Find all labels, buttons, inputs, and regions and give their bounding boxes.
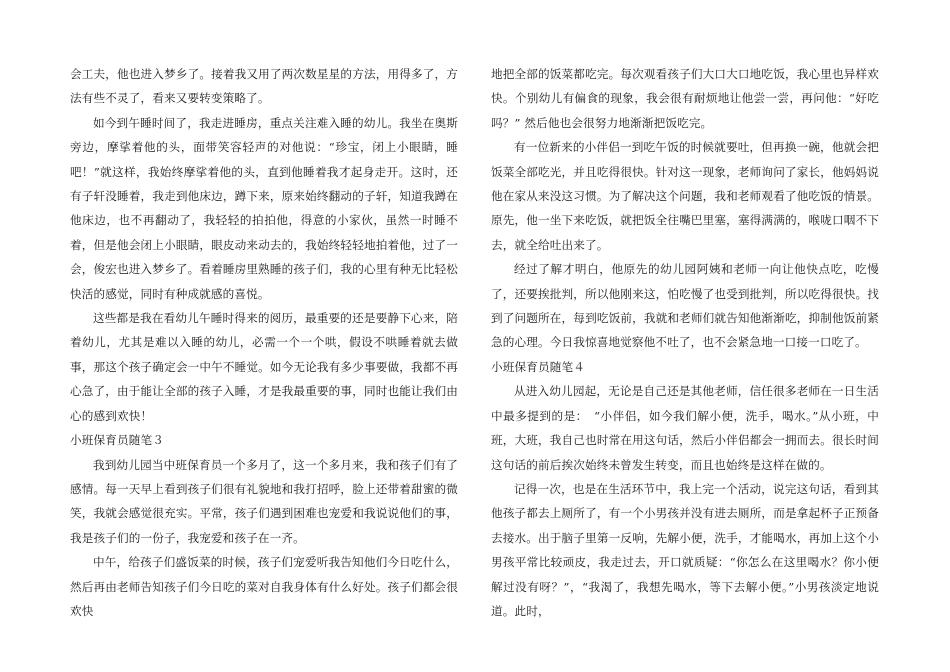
section-heading: 小班保育员随笔４: [491, 359, 585, 374]
paragraph: 经过了解才明白，他原先的幼儿园阿姨和老师一向让他快点吃，吃慢了，还要挨批判，所以他刚来这，怕吃慢了也受到批判，所以吃得很快。找到了问题所在，每到吃饭前，我就和老师们就告知他渐渐吃，抑制他饭前紧急的心理。今日我惊喜地觉察他不吐了，也不会紧急地一口接一口吃了。: [491, 262, 879, 350]
paragraph: 中午，给孩子们盛饭菜的时候，孩子们宠爱听我告知他们今日吃什么，然后再由老师告知孩子们今日吃的菜对自我身体有什么好处。孩子们都会很欢快: [70, 555, 458, 618]
paragraph: 记得一次，也是在生活环节中，我上完一个活动，说完这句话，看到其他孩子都去上厕所了，有一个小男孩并没有进去厕所，而是拿起杯子正预备去接水。出于脑子里第一反响，先解小便，洗手，才能喝水，再加上这个小男孩平常比较顽皮，我走过去，开口就质疑：“你怎么在这里喝水？你小便解过没有呀？”，“我渴了，我想先喝水，等下去解小便。”小男孩淡定地说道。此时，: [491, 481, 879, 618]
paragraph: 有一位新来的小伴侣一到吃午饭的时候就要吐，但再换一碗，他就会把饭菜全部吃光，并且吃得很快。针对这一现象，老师询问了家长，他妈妈说他在家从来没这习惯。为了解决这个问题，我和老师观看了他吃饭的情景。原先，他一坐下来吃饭，就把饭全往嘴巴里塞，塞得满满的，喉咙口咽不下去，就全给吐出来了。: [491, 140, 879, 252]
paragraph: 这些都是我在看幼儿午睡时得来的阅历，最重要的还是要静下心来，陪着幼儿，尤其是难以入睡的幼儿，必需一个一个哄，假设不哄睡着就去做事，那这个孩子确定会一中午不睡觉。如今无论我有多少事要做，我都不再心急了，由于能让全部的孩子入睡，才是我最重要的事，同时也能让我们由心的感到欢快！: [70, 311, 458, 423]
paragraph: 如今到午睡时间了，我走进睡房，重点关注难入睡的幼儿。我坐在奥斯旁边，摩挲着他的头，面带笑容轻声的对他说：“珍宝，闭上小眼睛，睡吧！”就这样，我始终摩挲着他的头，直到他睡着我才起身走开。这时，还有子轩没睡着，我走到他床边，蹲下来，原来始终翻动的子轩，知道我蹲在他床边，也不再翻动了，我轻轻的拍拍他，得意的小家伙，虽然一时睡不着，但是他会闭上小眼睛，眼皮动来动去的，我始终轻轻地拍着他，过了一会，俊宏也进入梦乡了。看着睡房里熟睡的孩子们，我的心里有种无比轻松快活的感觉，同时有种成就感的喜悦。: [70, 115, 458, 301]
paragraph: 从进入幼儿园起，无论是自己还是其他老师，信任很多老师在一日生活中最多提到的是： “小伴侣，如今我们解小便，洗手，喝水。”从小班，中班，大班，我自己也时常在用这句话，然后小伴侣都会一拥而去。很长时间这句话的前后挨次始终未曾发生转变，而且也始终是这样在做的。: [491, 384, 879, 472]
paragraph: 我到幼儿园当中班保育员一个多月了，这一个多月来，我和孩子们有了感情。每一天早上看到孩子们很有礼貌地和我打招呼，脸上还带着甜蜜的微笑，我就会感觉很充实。平常，孩子们遇到困难也宠爱和我说说他们的事，我是孩子们的一份子，我宠爱和孩子在一齐。: [70, 457, 458, 545]
paragraph: 会工夫，他也进入梦乡了。接着我又用了两次数星星的方法，用得多了，方法有些不灵了，看来又要转变策略了。: [70, 67, 458, 106]
left-column: [70, 62, 458, 623]
paragraph: 地把全部的饭菜都吃完。每次观看孩子们大口大口地吃饭，我心里也异样欢快。个别幼儿有偏食的现象，我会很有耐烦地让他尝一尝，再问他：“好吃吗？” 然后他也会很努力地渐渐把饭吃完。: [491, 67, 879, 130]
right-column: [491, 62, 879, 623]
section-heading: 小班保育员随笔３: [70, 433, 164, 448]
